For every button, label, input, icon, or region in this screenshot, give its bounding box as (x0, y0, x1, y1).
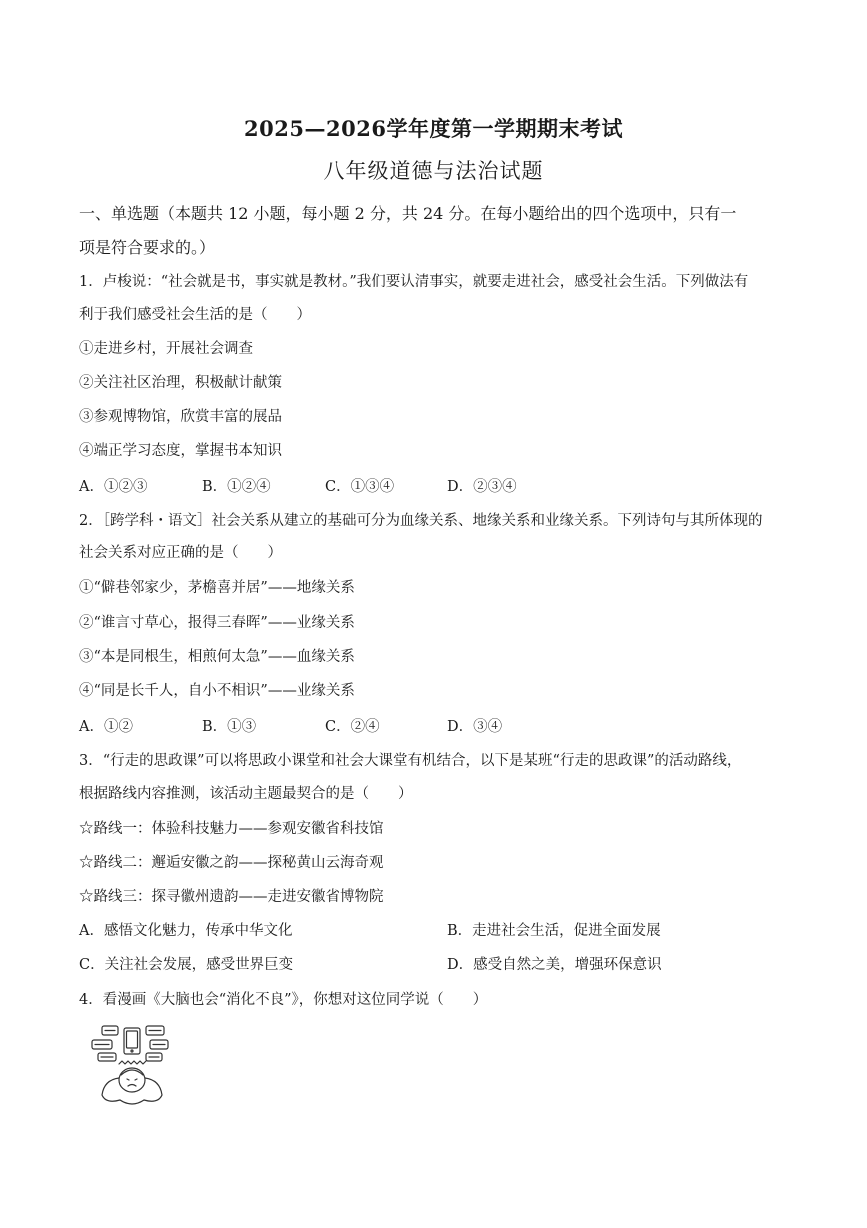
q3-option-a: A．感悟文化魅力，传承中华文化 (79, 923, 293, 939)
q1-item-2: ②关注社区治理，积极献计献策 (79, 375, 282, 391)
q1-item-1: ①走进乡村，开展社会调查 (79, 341, 253, 357)
q1-option-b: B．①②④ (202, 479, 271, 495)
q4-stem-line1: 4．看漫画《大脑也会“消化不良”》，你想对这位同学说（ ） (79, 992, 488, 1008)
q1-option-d: D．②③④ (447, 479, 517, 495)
q3-item-1: ☆路线一：体验科技魅力——参观安徽省科技馆 (79, 821, 384, 837)
q1-stem-line2: 利于我们感受社会生活的是（ ） (79, 307, 311, 323)
q3-item-3: ☆路线三：探寻徽州遗韵——走进安徽省博物院 (79, 889, 384, 905)
q3-option-c: C．关注社会发展，感受世界巨变 (79, 957, 294, 973)
q2-option-b: B．①③ (202, 719, 257, 735)
q2-item-3: ③“本是同根生，相煎何太急”——血缘关系 (79, 649, 355, 665)
q2-option-a: A．①② (79, 719, 133, 735)
exam-subtitle: 八年级道德与法治试题 (323, 159, 544, 183)
q1-item-4: ④端正学习态度，掌握书本知识 (79, 443, 282, 459)
q2-option-c: C．②④ (325, 719, 380, 735)
comic-brain-indigestion-image (84, 1020, 184, 1120)
q1-item-3: ③参观博物馆，欣赏丰富的展品 (79, 409, 282, 425)
q2-stem-line2: 社会关系对应正确的是（ ） (79, 545, 282, 561)
q3-stem-line1: 3．“行走的思政课”可以将思政小课堂和社会大课堂有机结合，以下是某班“行走的思政课”的活动路线， (79, 753, 742, 769)
q3-option-d: D．感受自然之美，增强环保意识 (447, 957, 662, 973)
q1-stem-line1: 1．卢梭说：“社会就是书，事实就是教材。”我们要认清事实，就要走进社会，感受社会生活。下列做法有 (79, 274, 749, 290)
q1-option-c: C．①③④ (325, 479, 395, 495)
q2-stem-line1: 2．［跨学科・语文］社会关系从建立的基础可分为血缘关系、地缘关系和业缘关系。下列诗句与其所体现的 (79, 513, 763, 529)
section-heading-line2: 项是符合要求的。） (79, 238, 216, 257)
section-heading-line1: 一、单选题（本题共 12 小题，每小题 2 分，共 24 分。在每小题给出的四个选项中，只有一 (79, 204, 737, 223)
exam-title: 2025—2026学年度第一学期期末考试 (244, 116, 623, 141)
q3-item-2: ☆路线二：邂逅安徽之韵——探秘黄山云海奇观 (79, 855, 384, 871)
q3-option-b: B．走进社会生活，促进全面发展 (447, 923, 661, 939)
q2-item-4: ④“同是长千人，自小不相识”——业缘关系 (79, 683, 355, 699)
q2-item-1: ①“僻巷邻家少，茅檐喜并居”——地缘关系 (79, 580, 355, 596)
q2-option-d: D．③④ (447, 719, 503, 735)
q3-stem-line2: 根据路线内容推测，该活动主题最契合的是（ ） (79, 786, 413, 802)
q1-option-a: A．①②③ (79, 479, 148, 495)
q2-item-2: ②“谁言寸草心，报得三春晖”——业缘关系 (79, 615, 355, 631)
